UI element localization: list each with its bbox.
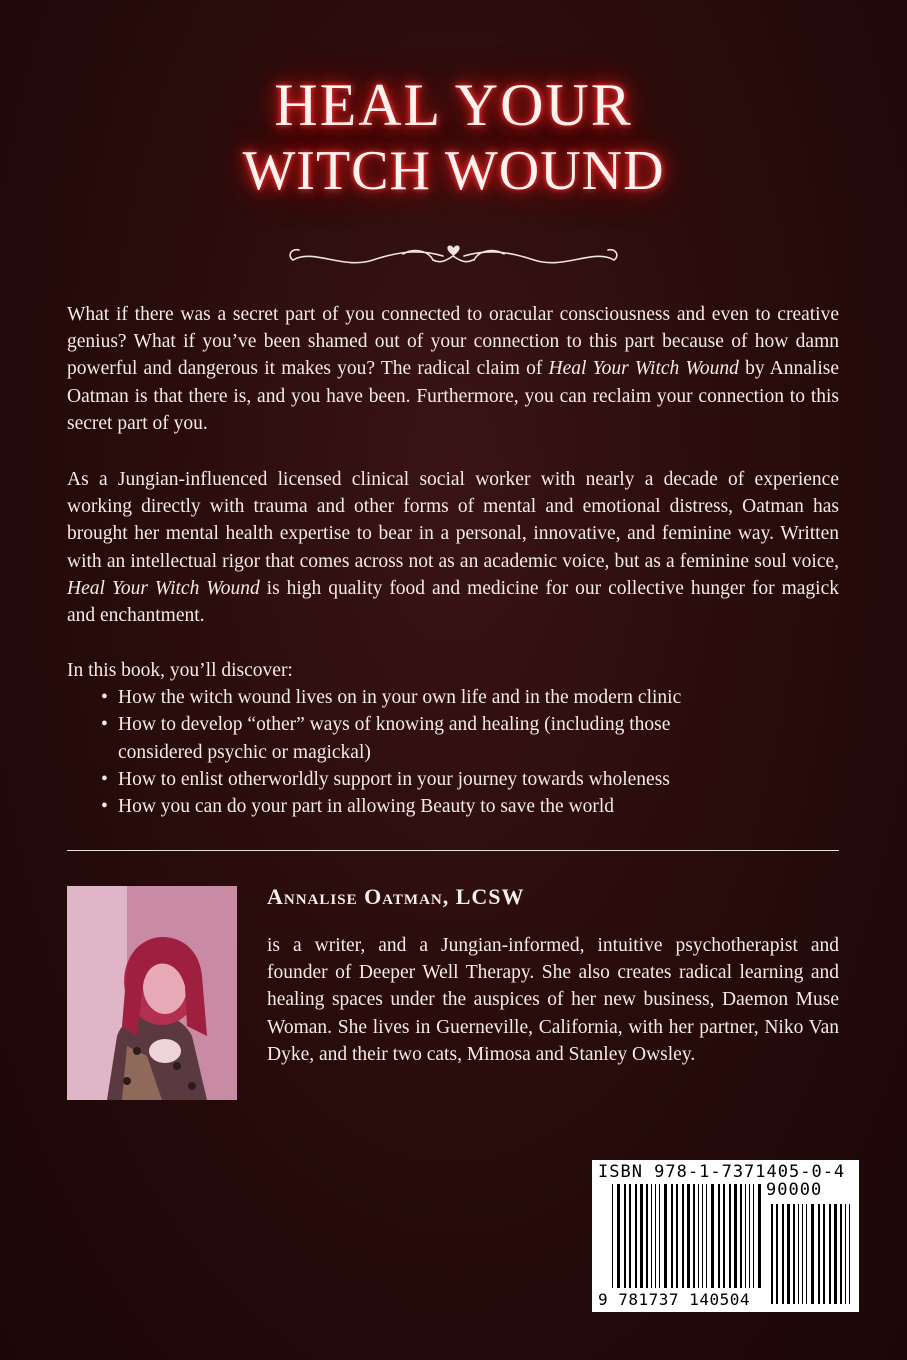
description-paragraph-2	[67, 466, 839, 629]
barcode-bar	[687, 1184, 690, 1288]
author-name: Annalise Oatman, LCSW	[267, 884, 525, 909]
p1-book-title: Heal Your Witch Wound	[548, 358, 739, 380]
barcode-bar	[823, 1204, 825, 1304]
barcode-bar	[711, 1184, 714, 1288]
barcode-bar	[806, 1204, 807, 1304]
barcode-bar	[776, 1204, 778, 1304]
barcode-bar	[753, 1184, 754, 1288]
barcode-bar	[787, 1204, 790, 1304]
price-code: 90000	[766, 1180, 823, 1200]
description-paragraph-1	[67, 301, 839, 437]
barcode-bar	[834, 1204, 837, 1304]
barcode-bar	[624, 1184, 626, 1288]
barcode-bar	[693, 1184, 695, 1288]
barcode-bar	[802, 1204, 803, 1304]
barcode-bar	[782, 1204, 784, 1304]
title-line-2: WITCH WOUND	[242, 140, 665, 202]
flourish-divider-icon	[283, 230, 624, 274]
author-bio: is a writer, and a Jungian-informed, intuitive psychotherapist and founder of Deeper Well Therapy. She also creates radical learning and healing spaces under the auspices of her new business, Daemon Muse Woman. She lives in Guerneville, California, with her partner, Niko Van Dyke, and their two cats, Mimosa and Stanley Owsley.	[267, 935, 839, 1065]
p2-text-start: As a Jungian-influenced licensed clinical social worker with nearly a decade of experience working directly with trauma and other forms of mental and emotional distress, Oatman has brought her mental health expertise to bear in a personal, innovative, and feminine way. Written with an intellectual rigor that comes across not as an academic voice, but as a feminine soul voice,	[67, 469, 839, 572]
author-portrait-image	[67, 886, 237, 1100]
barcode-bar	[706, 1184, 707, 1288]
p1-text-end: by Annalise Oatman is that there is, and you have been. Furthermore, you can reclaim your connection to this secret part of you.	[67, 358, 839, 434]
list-item: • How you can do your part in allowing Beauty to save the world	[67, 793, 839, 820]
list-item: • How to develop “other” ways of knowing and healing (including those considered psychic or magickal)	[67, 711, 758, 765]
barcode-bar	[840, 1204, 842, 1304]
book-title	[0, 72, 907, 204]
barcode-bar	[818, 1204, 820, 1304]
barcode-bar	[771, 1204, 773, 1304]
list-item: • How to enlist otherworldly support in your journey towards wholeness	[67, 766, 839, 793]
barcode-bar	[635, 1184, 637, 1288]
barcode-bar	[811, 1204, 814, 1304]
barcode-bar	[729, 1184, 731, 1288]
discover-list	[67, 684, 839, 820]
barcode-bar	[612, 1184, 613, 1288]
barcode-bar	[740, 1184, 742, 1288]
p2-book-title: Heal Your Witch Wound	[67, 577, 260, 599]
list-item: • How the witch wound lives on in your own life and in the modern clinic	[67, 684, 839, 711]
section-divider	[67, 850, 839, 851]
barcode-bar	[702, 1184, 703, 1288]
barcode-bar	[758, 1184, 761, 1288]
barcode-bar	[682, 1184, 684, 1288]
barcode-bar	[723, 1184, 725, 1288]
barcode-bar	[718, 1184, 720, 1288]
barcode-bar	[749, 1184, 750, 1288]
barcode-bar	[849, 1204, 850, 1304]
title-line-1: HEAL YOUR	[274, 72, 633, 138]
discover-intro: In this book, you’ll discover:	[67, 660, 293, 681]
ean-number: 9 781737 140504	[598, 1290, 750, 1309]
barcode-bar	[664, 1184, 667, 1288]
barcode-bar	[798, 1204, 799, 1304]
discover-section	[67, 657, 839, 820]
p2-text-end: is high quality food and medicine for our collective hunger for magick and enchantment.	[67, 577, 839, 627]
barcode-bar	[671, 1184, 673, 1288]
barcode-bar	[646, 1184, 648, 1288]
p1-text-start: What if there was a secret part of you connected to oracular consciousness and even to creative genius? What if you’ve been shamed out of your connection to this part because of how damn powerful and dangerous it makes you? The radical claim of	[67, 304, 839, 380]
barcode-bar	[698, 1184, 699, 1288]
barcode-bar	[659, 1184, 660, 1288]
barcode-bar	[640, 1184, 643, 1288]
barcode-bar	[629, 1184, 631, 1288]
barcode-bar	[676, 1184, 678, 1288]
barcode-bar	[745, 1184, 746, 1288]
barcode-bar	[845, 1204, 846, 1304]
barcode-bar	[734, 1184, 737, 1288]
barcode-bar	[655, 1184, 656, 1288]
isbn-barcode	[592, 1160, 859, 1312]
barcode-bar	[651, 1184, 652, 1288]
author-photo	[67, 886, 237, 1100]
isbn-label: ISBN 978-1-7371405-0-4	[598, 1162, 846, 1182]
barcode-bar	[793, 1204, 795, 1304]
barcode-bar	[829, 1204, 831, 1304]
barcode-bar	[617, 1184, 620, 1288]
